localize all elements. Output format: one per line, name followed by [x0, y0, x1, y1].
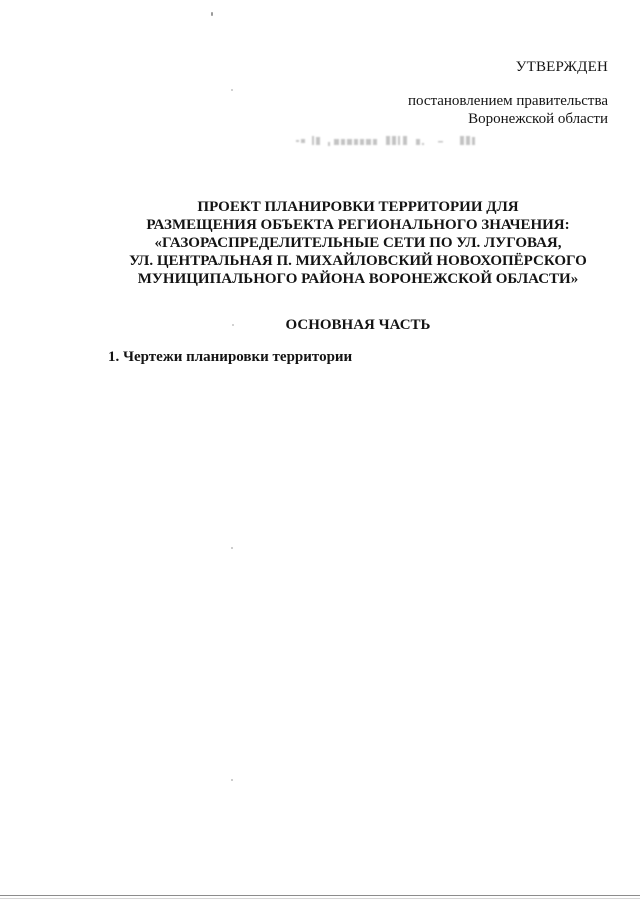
scan-speck [231, 547, 233, 549]
heading-line: ПРОЕКТ ПЛАНИРОВКИ ТЕРРИТОРИИ ДЛЯ [197, 199, 519, 215]
scan-edge-line [0, 898, 640, 899]
scan-speck [231, 779, 233, 781]
heading-line: «ГАЗОРАСПРЕДЕЛИТЕЛЬНЫЕ СЕТИ ПО УЛ. ЛУГОВАЯ, [154, 235, 562, 251]
scan-speck [232, 324, 234, 326]
heading-line: МУНИЦИПАЛЬНОГО РАЙОНА ВОРОНЕЖСКОЙ ОБЛАСТИ» [137, 271, 579, 287]
heading-line: УЛ. ЦЕНТРАЛЬНАЯ П. МИХАЙЛОВСКИЙ НОВОХОПЁРСКОГО [129, 253, 587, 269]
approval-region-line: Воронежской области [468, 111, 608, 127]
section-title: ОСНОВНАЯ ЧАСТЬ [285, 317, 431, 333]
scan-speck [231, 89, 233, 91]
heading-line: РАЗМЕЩЕНИЯ ОБЪЕКТА РЕГИОНАЛЬНОГО ЗНАЧЕНИЯ: [146, 217, 570, 233]
document-heading [98, 198, 618, 288]
approval-title: УТВЕРЖДЕН [515, 59, 608, 75]
scan-speck [211, 12, 213, 16]
approval-resolution-line: постановлением правительства [407, 93, 608, 109]
scan-edge-line [0, 895, 640, 896]
faded-date-stamp [292, 131, 508, 151]
list-item: 1. Чертежи планировки территории [108, 349, 353, 365]
